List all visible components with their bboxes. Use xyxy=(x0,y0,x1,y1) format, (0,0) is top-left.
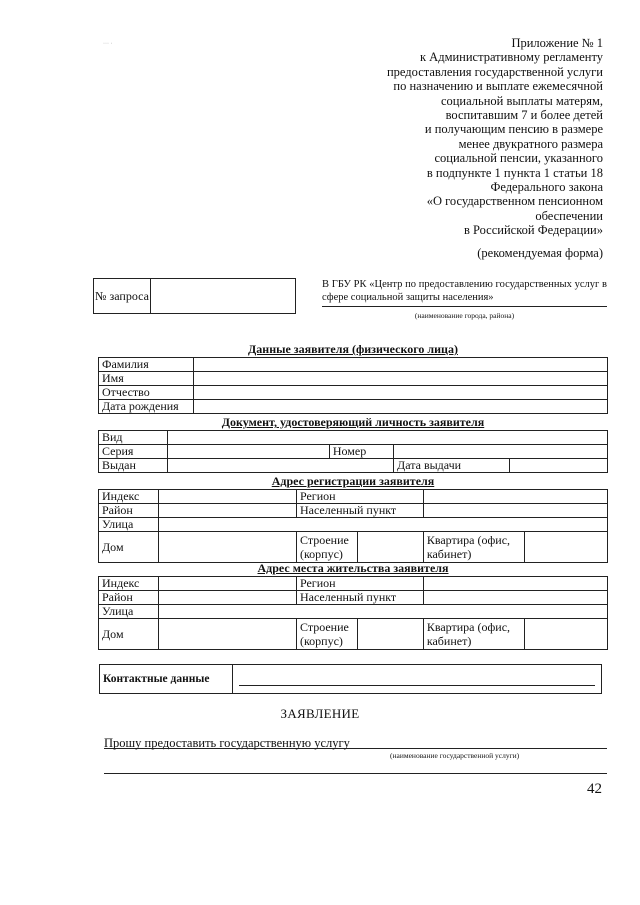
table-row xyxy=(99,619,608,650)
reg-building-label: Строение (корпус) xyxy=(296,532,357,563)
contact-label: Контактные данные xyxy=(100,665,233,694)
doc-series-label: Серия xyxy=(99,445,168,459)
reg-building-field[interactable] xyxy=(357,532,423,563)
live-apartment-field[interactable] xyxy=(524,619,607,650)
applicant-section-title: Данные заявителя (физического лица) xyxy=(248,342,458,356)
live-building-field[interactable] xyxy=(357,619,423,650)
live-index-label: Индекс xyxy=(99,577,159,591)
header-line: менее двукратного размера xyxy=(458,136,603,151)
reg-locality-field[interactable] xyxy=(423,504,607,518)
header-line: предоставления государственной услуги xyxy=(386,64,603,79)
header-line: «О государственном пенсионном xyxy=(426,194,603,209)
header-line: воспитавшим 7 и более детей xyxy=(445,108,603,123)
service-name-hint: (наименование государственной услуги) xyxy=(390,751,520,760)
reg-index-label: Индекс xyxy=(99,490,159,504)
table-row xyxy=(99,490,608,504)
name-field[interactable] xyxy=(194,372,608,386)
id-document-section-title: Документ, удостоверяющий личность заявителя xyxy=(221,415,485,429)
live-locality-label: Населенный пункт xyxy=(296,591,423,605)
doc-issue-date-field[interactable] xyxy=(510,459,608,473)
table-row xyxy=(99,577,608,591)
live-street-label: Улица xyxy=(99,605,159,619)
table-row xyxy=(99,386,608,400)
live-apartment-label: Квартира (офис, кабинет) xyxy=(423,619,524,650)
doc-type-label: Вид xyxy=(99,431,168,445)
reg-district-label: Район xyxy=(99,504,159,518)
live-address-section-title: Адрес места жительства заявителя xyxy=(257,561,449,575)
table-row xyxy=(99,431,608,445)
request-number-label: № запроса xyxy=(94,279,151,314)
reg-address-table xyxy=(98,489,608,563)
table-row xyxy=(99,504,608,518)
doc-type-field[interactable] xyxy=(167,431,607,445)
request-number-field[interactable] xyxy=(151,279,296,314)
table-row xyxy=(99,532,608,563)
reg-index-field[interactable] xyxy=(159,490,297,504)
request-number-box xyxy=(93,278,296,314)
table-row xyxy=(99,459,608,473)
patronymic-field[interactable] xyxy=(194,386,608,400)
applicant-table xyxy=(98,357,608,414)
header-line: и получающим пенсию в размере xyxy=(424,122,603,137)
doc-series-field[interactable] xyxy=(167,445,329,459)
reg-address-section-title: Адрес регистрации заявителя xyxy=(271,474,435,488)
service-name-line[interactable] xyxy=(104,748,607,749)
header-line: социальной пенсии, указанного xyxy=(434,151,603,166)
doc-issue-date-label: Дата выдачи xyxy=(394,459,510,473)
reg-street-label: Улица xyxy=(99,518,159,532)
patronymic-label: Отчество xyxy=(99,386,194,400)
live-house-field[interactable] xyxy=(159,619,297,650)
contact-table xyxy=(99,664,602,694)
surname-field[interactable] xyxy=(194,358,608,372)
header-line: социальной выплаты матерям, xyxy=(440,93,603,108)
reg-locality-label: Населенный пункт xyxy=(296,504,423,518)
header-line: обеспечении xyxy=(535,208,603,223)
surname-label: Фамилия xyxy=(99,358,194,372)
live-street-field[interactable] xyxy=(159,605,608,619)
table-row xyxy=(100,665,602,694)
reg-apartment-label: Квартира (офис, кабинет) xyxy=(423,532,524,563)
header-line: Приложение № 1 xyxy=(511,36,603,50)
margin-mark: ··· · xyxy=(103,41,113,47)
reg-apartment-field[interactable] xyxy=(524,532,607,563)
header-line: Федерального закона xyxy=(490,180,603,195)
reg-district-field[interactable] xyxy=(159,504,297,518)
table-row xyxy=(99,591,608,605)
addressee-hint: (наименование города, района) xyxy=(414,311,515,320)
table-row xyxy=(99,518,608,532)
live-region-field[interactable] xyxy=(423,577,607,591)
name-label: Имя xyxy=(99,372,194,386)
live-district-field[interactable] xyxy=(159,591,297,605)
reg-house-field[interactable] xyxy=(159,532,297,563)
table-row xyxy=(99,400,608,414)
contact-field[interactable] xyxy=(233,665,602,694)
reg-region-field[interactable] xyxy=(423,490,607,504)
header-line: в подпункте 1 пункта 1 статьи 18 xyxy=(426,165,603,180)
doc-issued-field[interactable] xyxy=(167,459,393,473)
doc-number-label: Номер xyxy=(329,445,393,459)
header-line: к Административному регламенту xyxy=(419,50,603,65)
live-address-table xyxy=(98,576,608,650)
doc-number-field[interactable] xyxy=(394,445,608,459)
live-house-label: Дом xyxy=(99,619,159,650)
header-line: по назначению и выплате ежемесячной xyxy=(393,79,603,94)
table-row xyxy=(99,372,608,386)
statement-text: Прошу предоставить государственную услугу xyxy=(104,736,350,750)
addressee-text: В ГБУ РК «Центр по предоставлению государственных услуг в сфере социальной защиты населения» xyxy=(322,279,607,303)
table-row xyxy=(99,358,608,372)
header-line: в Российской Федерации» xyxy=(463,223,603,238)
service-name-line-2[interactable] xyxy=(104,773,607,774)
table-row xyxy=(99,605,608,619)
live-region-label: Регион xyxy=(296,577,423,591)
doc-issued-label: Выдан xyxy=(99,459,168,473)
live-locality-field[interactable] xyxy=(423,591,607,605)
contact-inner-line xyxy=(239,672,595,686)
recommended-form-note: (рекомендуемая форма) xyxy=(477,246,603,260)
live-district-label: Район xyxy=(99,591,159,605)
table-row xyxy=(99,445,608,459)
page-number: 42 xyxy=(587,781,602,797)
reg-region-label: Регион xyxy=(296,490,423,504)
reg-house-label: Дом xyxy=(99,532,159,563)
reg-street-field[interactable] xyxy=(159,518,608,532)
appendix-header xyxy=(343,36,603,238)
addressee-line[interactable] xyxy=(322,306,607,307)
statement-title: ЗАЯВЛЕНИЕ xyxy=(280,706,360,721)
live-index-field[interactable] xyxy=(159,577,297,591)
birthdate-label: Дата рождения xyxy=(99,400,194,414)
id-document-table xyxy=(98,430,608,473)
live-building-label: Строение (корпус) xyxy=(296,619,357,650)
birthdate-field[interactable] xyxy=(194,400,608,414)
